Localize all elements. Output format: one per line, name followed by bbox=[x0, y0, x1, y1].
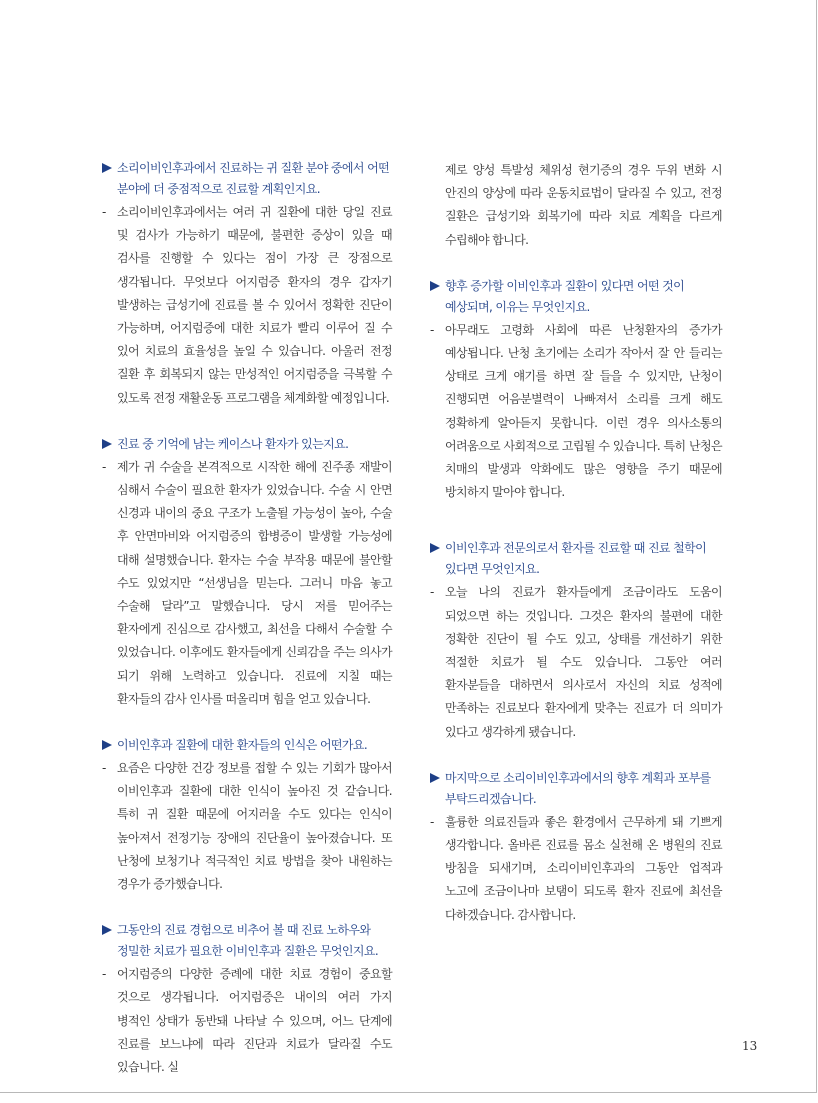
answer-paragraph bbox=[102, 757, 392, 896]
question-heading bbox=[102, 434, 392, 455]
triangle-arrow-icon bbox=[102, 740, 112, 750]
qa-block bbox=[102, 920, 392, 1079]
page-number: 13 bbox=[742, 1039, 758, 1053]
dash-bullet: - bbox=[102, 761, 106, 776]
dash-bullet: - bbox=[430, 322, 434, 337]
triangle-arrow-icon bbox=[102, 925, 112, 935]
answer-paragraph bbox=[102, 963, 392, 1079]
answer-paragraph bbox=[430, 811, 722, 927]
dash-bullet: - bbox=[430, 585, 434, 600]
qa-block bbox=[102, 434, 392, 711]
question-heading bbox=[102, 735, 392, 756]
answer-paragraph bbox=[102, 456, 392, 711]
answer-paragraph bbox=[430, 319, 722, 505]
right-column bbox=[430, 158, 722, 951]
question-heading bbox=[102, 158, 392, 200]
question-text: 이비인후과 전문의로서 환자를 진료할 때 진료 철학이 있다면 무엇인지요. bbox=[445, 541, 707, 577]
qa-block-continued bbox=[430, 159, 722, 252]
question-heading bbox=[430, 538, 722, 580]
answer-paragraph bbox=[102, 201, 392, 410]
triangle-arrow-icon bbox=[430, 281, 440, 291]
question-heading bbox=[430, 276, 722, 318]
dash-bullet: - bbox=[102, 459, 106, 474]
answer-text: 제가 귀 수술을 본격적으로 시작한 해에 진주종 재발이 심해서 수술이 필요한 환자가 있었습니다. 수술 시 안면 신경과 내이의 중요 구조가 노출될 가능성이 높아, 수술 후 안면마비와 어지럼증의 합병증이 발생할 가능성에 대해 설명했습니다. 환자는 수술 부작용 때문에 불안할 수도 있었지만 “선생님을 믿는다. 그러니 마음 놓고 수술해 달라”고 말했습니다. 당시 저를 믿어주는 환자에게 진심으로 감사했고, 최선을 다해서 수술할 수 있었습니다. 이후에도 환자들에게 신뢰감을 주는 의사가 되기 위해 노력하고 있습니다. 진료에 지칠 때는 환자들의 감사 인사를 떠올리며 힘을 얻고 있습니다. bbox=[117, 459, 392, 706]
answer-text: 오늘 나의 진료가 환자들에게 조금이라도 도움이 되었으면 하는 것입니다. 그것은 환자의 불편에 대한 정확한 진단이 될 수도 있고, 상태를 개선하기 위한 적절한 치료가 될 수도 있습니다. 그동안 여러 환자분들을 대하면서 의사로서 자신의 치료 성적에 만족하는 진료보다 환자에게 맞추는 진료가 더 의미가 있다고 생각하게 됐습니다. bbox=[445, 585, 722, 739]
qa-block bbox=[430, 768, 722, 927]
answer-paragraph bbox=[430, 581, 722, 743]
answer-text: 아무래도 고령화 사회에 따른 난청환자의 증가가 예상됩니다. 난청 초기에는 소리가 작아서 잘 안 들리는 상태로 크게 얘기를 하면 잘 들을 수 있지만, 난청이 진행되면 어음분별력이 나빠져서 소리를 크게 해도 정확하게 알아듣지 못합니다. 이런 경우 의사소통의 어려움으로 사회적으로 고립될 수 있습니다. 특히 난청은 치매의 발생과 악화에도 많은 영향을 주기 때문에 방치하지 말아야 합니다. bbox=[445, 322, 722, 500]
qa-block bbox=[430, 276, 722, 505]
question-text: 향후 증가할 이비인후과 질환이 있다면 어떤 것이 예상되며, 이유는 무엇인지요. bbox=[445, 278, 685, 314]
question-heading bbox=[430, 768, 722, 810]
triangle-arrow-icon bbox=[102, 163, 112, 173]
question-text: 소리이비인후과에서 진료하는 귀 질환 분야 중에서 어떤 분야에 더 중점적으로 진료할 계획인지요. bbox=[117, 161, 390, 196]
dash-bullet: - bbox=[430, 814, 434, 829]
answer-text: 제로 양성 특발성 체위성 현기증의 경우 두위 변화 시 안진의 양상에 따라 운동치료법이 달라질 수 있고, 전정 질환은 급성기와 회복기에 따라 치료 계획을 다르게 수립해야 합니다. bbox=[445, 163, 722, 247]
answer-text: 요즘은 다양한 건강 정보를 접할 수 있는 기회가 많아서 이비인후과 질환에 대한 인식이 높아진 것 같습니다. 특히 귀 질환 때문에 어지러울 수도 있다는 인식이 높아져서 전정기능 장애의 진단율이 높아졌습니다. 또 난청에 보청기나 적극적인 치료 방법을 찾아 내원하는 경우가 증가했습니다. bbox=[117, 761, 392, 892]
answer-text: 소리이비인후과에서는 여러 귀 질환에 대한 당일 진료 및 검사가 가능하기 때문에, 불편한 증상이 있을 때 검사를 진행할 수 있다는 점이 가장 큰 장점으로 생각됩니다. 무엇보다 어지럼증 환자의 경우 갑자기 발생하는 급성기에 진료를 볼 수 있어서 정확한 진단이 가능하며, 어지럼증에 대한 치료가 빨리 이루어 질 수 있어 치료의 효율성을 높일 수 있습니다. 아울러 전정 질환 후 회복되지 않는 만성적인 어지럼증을 극복할 수 있도록 전정 재활운동 프로그램을 체계화할 예정입니다. bbox=[117, 205, 392, 405]
question-heading bbox=[102, 920, 392, 962]
triangle-arrow-icon bbox=[102, 439, 112, 449]
dash-bullet: - bbox=[102, 967, 106, 982]
qa-block bbox=[102, 735, 392, 896]
triangle-arrow-icon bbox=[430, 543, 440, 553]
dash-bullet: - bbox=[102, 205, 106, 219]
question-text: 진료 중 기억에 남는 케이스나 환자가 있는지요. bbox=[117, 436, 349, 451]
question-text: 그동안의 진료 경험으로 비추어 볼 때 진료 노하우와 정밀한 치료가 필요한 이비인후과 질환은 무엇인지요. bbox=[117, 923, 379, 959]
left-column bbox=[102, 158, 392, 1103]
qa-block bbox=[102, 158, 392, 410]
question-text: 이비인후과 질환에 대한 환자들의 인식은 어떤가요. bbox=[117, 738, 368, 753]
answer-paragraph-continued bbox=[430, 159, 722, 252]
triangle-arrow-icon bbox=[430, 773, 440, 783]
question-text: 마지막으로 소리이비인후과에서의 향후 계획과 포부를 부탁드리겠습니다. bbox=[445, 770, 711, 806]
qa-block bbox=[430, 538, 722, 743]
answer-text: 어지럼증의 다양한 증례에 대한 치료 경험이 중요할 것으로 생각됩니다. 어지럼증은 내이의 여러 가지 병적인 상태가 동반돼 나타날 수 있으며, 어느 단계에 진료를 보느냐에 따라 진단과 치료가 달라질 수도 있습니다. 실 bbox=[117, 967, 392, 1075]
answer-text: 훌륭한 의료진들과 좋은 환경에서 근무하게 돼 기쁘게 생각합니다. 올바른 진료를 몸소 실천해 온 병원의 진료 방침을 되새기며, 소리이비인후과의 그동안 업적과 노고에 조금이나마 보탬이 되도록 환자 진료에 최선을 다하겠습니다. 감사합니다. bbox=[445, 814, 722, 922]
